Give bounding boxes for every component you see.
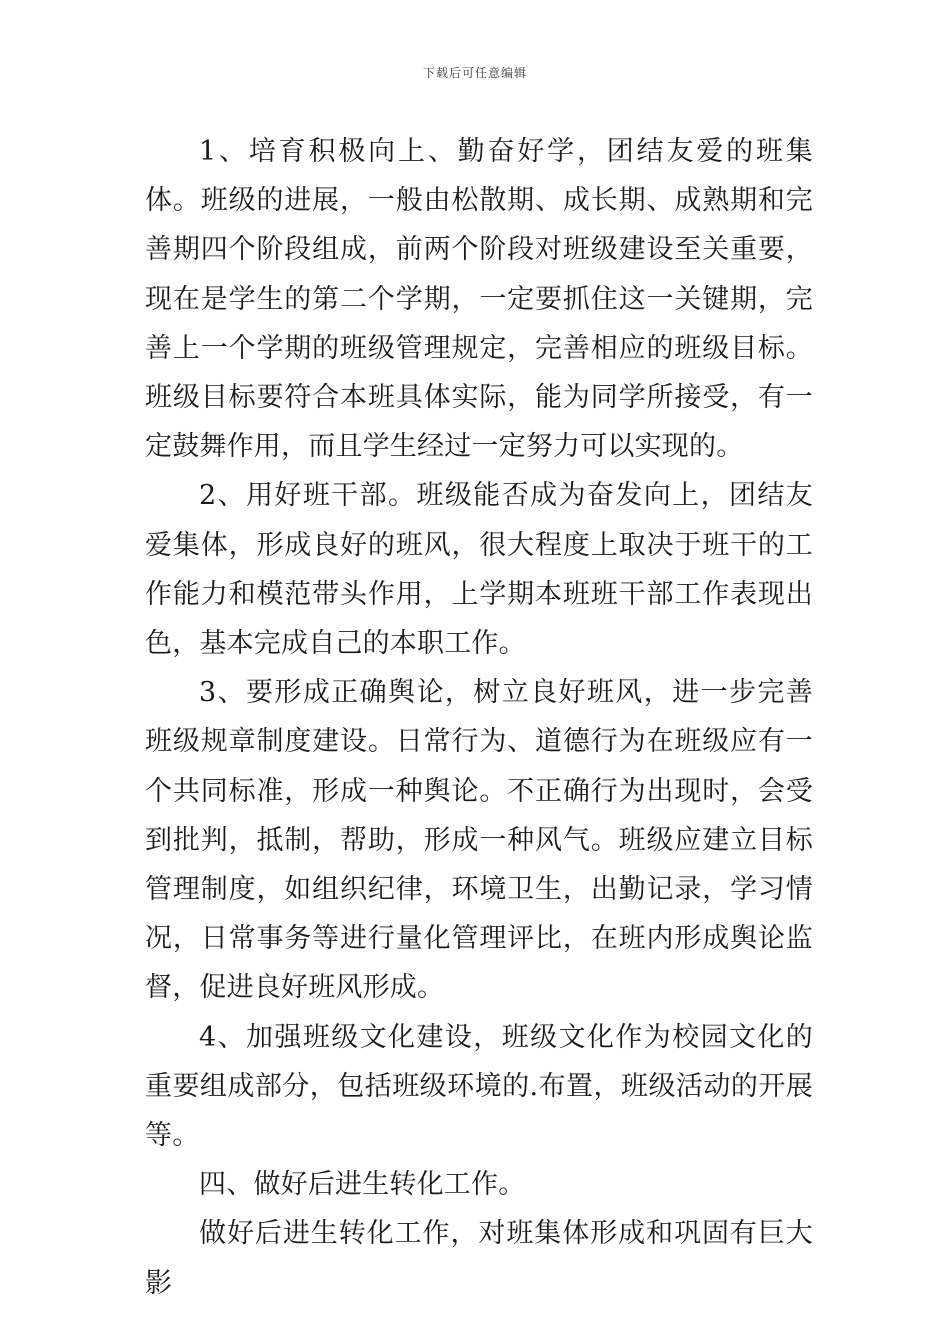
paragraph-5: 做好后进生转化工作，对班集体形成和巩固有巨大影 [145,1218,813,1299]
document-body [145,127,813,1308]
paragraph-1: 1、培育积极向上、勤奋好学，团结友爱的班集体。班级的进展，一般由松散期、成长期、成熟期和完善期四个阶段组成，前两个阶段对班级建设至关重要，现在是学生的第二个学期，一定要抓住这一关键期，完善上一个学期的班级管理规定，完善相应的班级目标。班级目标要符合本班具体实际，能为同学所接受，有一定鼓舞作用，而且学生经过一定努力可以实现的。 [145,136,813,463]
paragraph-2: 2、用好班干部。班级能否成为奋发向上，团结友爱集体，形成良好的班风，很大程度上取决于班干的工作能力和模范带头作用，上学期本班班干部工作表现出色，基本完成自己的本职工作。 [145,480,813,660]
paragraph-4: 4、加强班级文化建设，班级文化作为校园文化的重要组成部分，包括班级环境的.布置，班级活动的开展等。 [145,1021,813,1152]
section-heading: 四、做好后进生转化工作。 [199,1169,526,1201]
page-header: 下载后可任意编辑 [422,66,527,80]
paragraph-3: 3、要形成正确舆论，树立良好班风，进一步完善班级规章制度建设。日常行为、道德行为在班级应有一个共同标准，形成一种舆论。不正确行为出现时，会受到批判，抵制，帮助，形成一种风气。班级应建立目标管理制度，如组织纪律，环境卫生，出勤记录，学习情况，日常事务等进行量化管理评比，在班内形成舆论监督，促进良好班风形成。 [145,677,813,1004]
